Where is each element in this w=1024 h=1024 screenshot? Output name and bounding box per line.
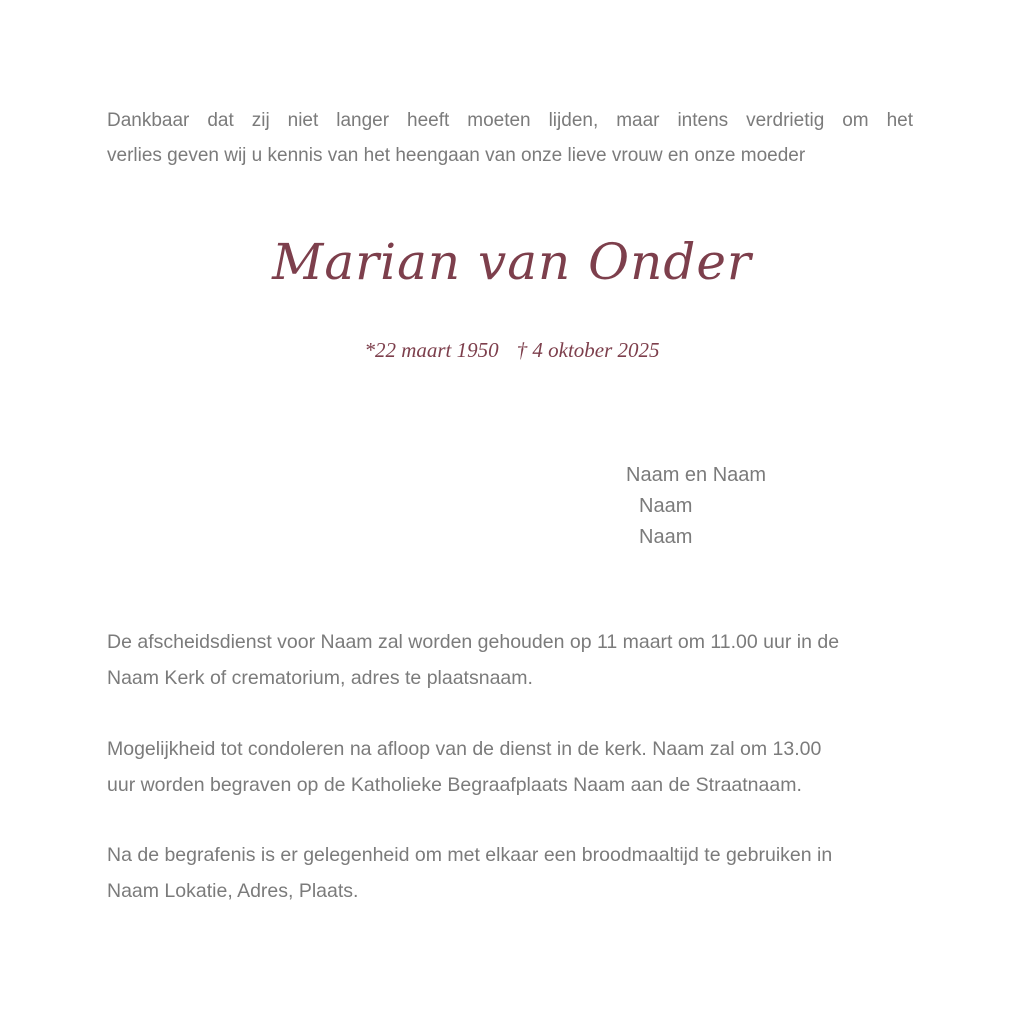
intro-line-1: Dankbaar dat zij niet langer heeft moeten lijden, maar intens verdrietig om het [107, 110, 913, 131]
family-line-2: Naam [639, 495, 693, 517]
intro-text [107, 103, 913, 173]
death-date: † 4 oktober 2025 [516, 338, 660, 362]
service-line-2: Naam Kerk of crematorium, adres te plaatsnaam. [107, 667, 533, 689]
reception-paragraph [107, 837, 923, 909]
condolence-line-1: Mogelijkheid tot condoleren na afloop van de dienst in de kerk. Naam zal om 13.00 [107, 738, 822, 760]
service-line-1: De afscheidsdienst voor Naam zal worden gehouden op 11 maart om 11.00 uur in de [107, 631, 840, 653]
reception-line-1: Na de begrafenis is er gelegenheid om met elkaar een broodmaaltijd te gebruiken in [107, 844, 833, 866]
service-paragraph [107, 624, 923, 696]
life-dates [0, 338, 1024, 363]
birth-date: *22 maart 1950 [364, 338, 499, 362]
family-line-3: Naam [639, 526, 693, 548]
intro-line-2: verlies geven wij u kennis van het heengaan van onze lieve vrouw en onze moeder [107, 145, 806, 166]
condolence-paragraph [107, 731, 923, 803]
deceased-name: Marian van Onder [272, 233, 752, 291]
family-line-1: Naam en Naam [626, 464, 767, 486]
condolence-line-2: uur worden begraven op de Katholieke Begraafplaats Naam aan de Straatnaam. [107, 774, 802, 796]
family-names [626, 460, 766, 553]
reception-line-2: Naam Lokatie, Adres, Plaats. [107, 880, 359, 902]
